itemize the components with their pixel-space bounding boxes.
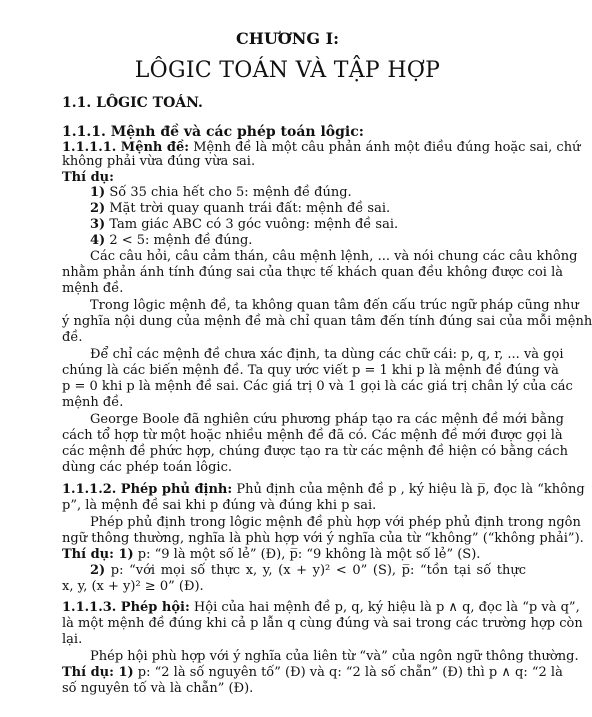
p7-l5: x, y, (x + y)² ≥ 0” (Đ).	[62, 579, 204, 594]
p3-l2: ý nghĩa nội dung của mệnh đề mà chỉ quan tâm đến tính đúng sai của mỗi mệnh	[62, 314, 592, 329]
p3-l1: Trong lôgic mệnh đề, ta không quan tâm đến cấu trúc ngữ pháp cũng như	[90, 298, 579, 313]
ex1-1-bold: 1)	[90, 185, 106, 200]
p7-l4-bold: 2)	[90, 563, 106, 578]
p4-l1: Để chỉ các mệnh đề chưa xác định, ta dùng các chữ cái: p, q, r, ... và gọi	[90, 347, 564, 362]
p5-l1: George Boole đã nghiên cứu phương pháp tạo ra các mệnh đề mới bằng	[90, 412, 564, 427]
p6-l1-bold: 1.1.1.2. Phép phủ định:	[62, 482, 233, 497]
p8-l1	[62, 600, 580, 615]
p6-l2: p”, là mệnh đề sai khi p đúng và đúng khi p sai.	[62, 498, 377, 513]
ex1-2-bold: 2)	[90, 201, 106, 216]
p7-l4-rest: p: “với mọi số thực x, y, (x + y)² < 0” (S), p̅: “tồn tại số thực	[105, 563, 526, 578]
p7-l3	[62, 548, 526, 562]
p7-l1: Phép phủ định trong lôgic mệnh đề phù hợp với phép phủ định trong ngôn	[90, 515, 581, 530]
example-label-1: Thí dụ:	[62, 170, 114, 185]
ex1-4	[90, 234, 526, 248]
p9-l2	[62, 665, 563, 680]
section-1-1-1: 1.1.1. Mệnh đề và các phép toán lôgic:	[62, 124, 364, 140]
p2-l2: nhằm phản ánh tính đúng sai của thực tế khách quan đều không được coi là	[62, 265, 564, 280]
p8-l2: là một mệnh đề đúng khi cả p lẫn q cùng đúng và sai trong các trường hợp còn	[62, 616, 583, 631]
p3-l3: đề.	[62, 330, 83, 345]
p7-l3-rest: p: “9 là một số lẻ” (Đ), p̅: “9 không là một số lẻ” (S).	[133, 547, 481, 562]
p8-l1-rest: Hội của hai mệnh đề p, q, ký hiệu là p ∧ q, đọc là “p và q”,	[189, 600, 580, 615]
p1-l1-bold: 1.1.1.1. Mệnh đề:	[62, 140, 190, 155]
p6-l1	[62, 482, 585, 497]
p5-l3: các mệnh đề phức hợp, chúng được tạo ra từ các mệnh đề hiện có bằng cách	[62, 444, 568, 459]
chapter-title: LÔGIC TOÁN VÀ TẬP HỢP	[134, 58, 441, 83]
ex1-2-rest: Mặt trời quay quanh trái đất: mệnh đề sai.	[105, 201, 391, 216]
p6-l1-rest: Phủ định của mệnh đề p , ký hiệu là p̅, đọc là “không	[232, 482, 585, 497]
ex1-4-rest: 2 < 5: mệnh đề đúng.	[105, 233, 253, 248]
p9-l1: Phép hội phù hợp với ý nghĩa của liên từ “và” của ngôn ngữ thông thường.	[90, 649, 579, 664]
ex1-1	[90, 186, 526, 200]
p7-l4	[90, 564, 526, 578]
chapter-heading: CHƯƠNG I:	[236, 29, 339, 48]
p9-l2-rest: p: “2 là số nguyên tố” (Đ) và q: “2 là số chẵn” (Đ) thì p ∧ q: “2 là	[133, 665, 563, 680]
p9-l3: số nguyên tố và là chẵn” (Đ).	[62, 681, 254, 696]
ex1-2	[90, 202, 526, 216]
section-1-1: 1.1. LÔGIC TOÁN.	[62, 95, 203, 111]
p5-l2: cách tổ hợp từ một hoặc nhiều mệnh đề đã có. Các mệnh đề mới được gọi là	[62, 428, 563, 443]
p2-l1: Các câu hỏi, câu cảm thán, câu mệnh lệnh, ... và nói chung các câu không	[90, 249, 578, 264]
p4-l4: mệnh đề.	[62, 395, 124, 410]
p1-l2: không phải vừa đúng vừa sai.	[62, 154, 256, 169]
ex1-3	[90, 218, 526, 232]
p1-l1	[62, 140, 581, 155]
ex1-1-rest: Số 35 chia hết cho 5: mệnh đề đúng.	[105, 185, 352, 200]
p4-l2: chúng là các biến mệnh đề. Ta quy ước viết p = 1 khi p là mệnh đề đúng và	[62, 363, 559, 378]
p7-l2: ngữ thông thường, nghĩa là phù hợp với ý nghĩa của từ “không” (“không phải”).	[62, 531, 584, 546]
p8-l3: lại.	[62, 632, 83, 647]
p9-l2-bold: Thí dụ: 1)	[62, 665, 134, 680]
p4-l3: p = 0 khi p là mệnh đề sai. Các giá trị 0 và 1 gọi là các giá trị chân lý của các	[62, 379, 573, 394]
p7-l3-bold: Thí dụ: 1)	[62, 547, 134, 562]
p2-l3: mệnh đề.	[62, 281, 124, 296]
ex1-3-bold: 3)	[90, 217, 106, 232]
p1-l1-rest: Mệnh đề là một câu phản ánh một điều đúng hoặc sai, chứ	[189, 140, 581, 155]
p5-l4: dùng các phép toán lôgic.	[62, 460, 232, 475]
ex1-3-rest: Tam giác ABC có 3 góc vuông: mệnh đề sai.	[105, 217, 399, 232]
ex1-4-bold: 4)	[90, 233, 106, 248]
p8-l1-bold: 1.1.1.3. Phép hội:	[62, 600, 190, 615]
